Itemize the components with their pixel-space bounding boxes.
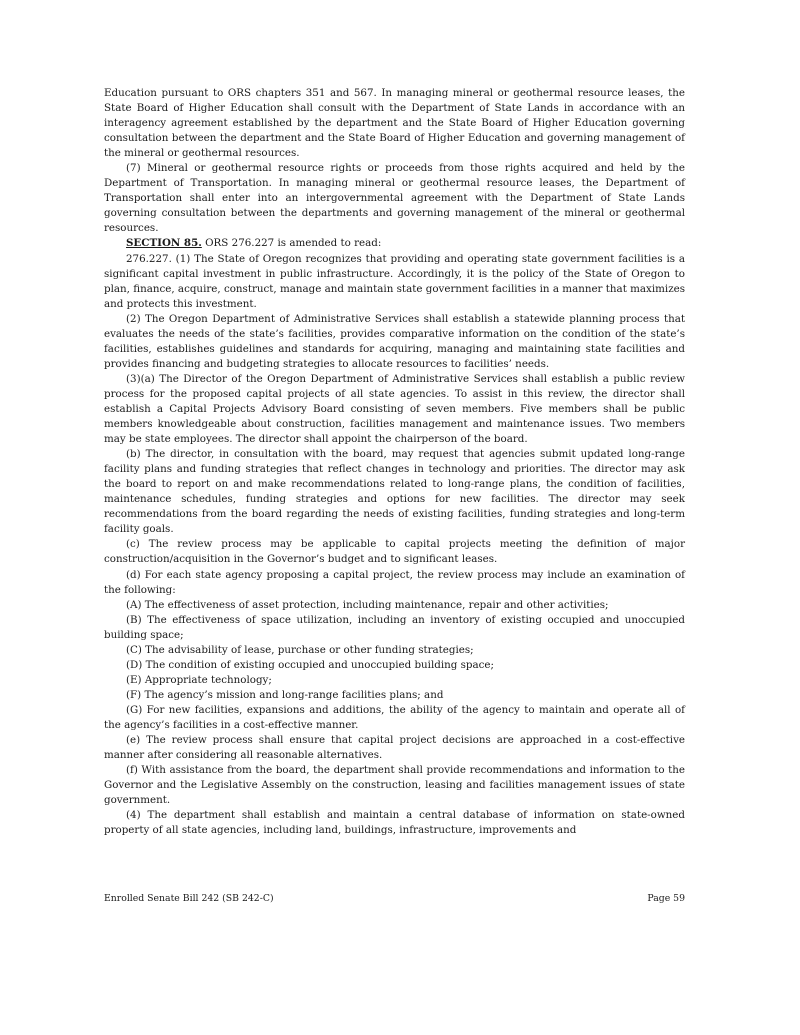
list-item: (D) The condition of existing occupied and unoccupied building space; xyxy=(126,658,494,671)
paragraph: (7) Mineral or geothermal resource rights or proceeds from those rights acquired and held by the Department of Transportation. In managing mineral or geothermal resource leases, the Department of Transportation shall enter into an intergovernmental agreement with the Department of State Lands governing consultation between the departments and governing management of the mineral or geothermal resources. xyxy=(104,162,685,235)
list-item: (G) For new facilities, expansions and additions, the ability of the agency to maintain and operate all of the agency’s facilities in a cost-effective manner. xyxy=(104,703,685,731)
paragraph: (b) The director, in consultation with the board, may request that agencies submit updated long-range facility plans and funding strategies that reflect changes in technology and priorities. The director may ask the board to report on and make recommendations related to long-range plans, the condition of facilities, maintenance schedules, funding strategies and options for new facilities. The director may seek recommendations from the board regarding the needs of existing facilities, funding strategies and long-term facility goals. xyxy=(104,448,685,536)
bill-identifier: Enrolled Senate Bill 242 (SB 242-C) xyxy=(104,893,274,904)
section-label: SECTION 85. xyxy=(126,237,202,250)
list-item: (F) The agency’s mission and long-range facilities plans; and xyxy=(126,688,444,701)
section-text: ORS 276.227 is amended to read: xyxy=(201,237,382,250)
section-heading xyxy=(104,236,685,251)
document-body xyxy=(104,86,685,838)
paragraph: (e) The review process shall ensure that capital project decisions are approached in a cost-effective manner after considering all reasonable alternatives. xyxy=(104,734,685,762)
paragraph: 276.227. (1) The State of Oregon recognizes that providing and operating state government facilities is a significant capital investment in public infrastructure. Accordingly, it is the policy of the State of Oregon to plan, finance, acquire, construct, manage and maintain state government facilities in a manner that maximizes and protects this investment. xyxy=(104,252,685,310)
list-item: (E) Appropriate technology; xyxy=(126,673,272,686)
paragraph: (3)(a) The Director of the Oregon Department of Administrative Services shall establish a public review process for the proposed capital projects of all state agencies. To assist in this review, the director shall establish a Capital Projects Advisory Board consisting of seven members. Five members shall be public members knowledgeable about construction, facilities management and maintenance issues. Two members may be state employees. The director shall appoint the chairperson of the board. xyxy=(104,372,685,446)
list-item: (C) The advisability of lease, purchase or other funding strategies; xyxy=(126,643,474,656)
paragraph: (c) The review process may be applicable to capital projects meeting the definition of major construction/acquisition in the Governor’s budget and to significant leases. xyxy=(104,538,685,566)
paragraph: (d) For each state agency proposing a capital project, the review process may include an examination of the following: xyxy=(104,568,685,596)
page-number: Page 59 xyxy=(647,893,685,904)
paragraph: Education pursuant to ORS chapters 351 and 567. In managing mineral or geothermal resource leases, the State Board of Higher Education shall consult with the Department of State Lands in accordance with an interagency agreement established by the department and the State Board of Higher Education governing consultation between the department and the State Board of Higher Education and governing management of the mineral or geothermal resources. xyxy=(104,87,685,160)
paragraph: (2) The Oregon Department of Administrative Services shall establish a statewide planning process that evaluates the needs of the state’s facilities, provides comparative information on the condition of the state’s facilities, establishes guidelines and standards for acquiring, managing and maintaining state facilities and provides financing and budgeting strategies to allocate resources to facilities’ needs. xyxy=(104,312,685,370)
list-item: (A) The effectiveness of asset protection, including maintenance, repair and other activities; xyxy=(126,598,609,611)
paragraph: (4) The department shall establish and maintain a central database of information on state-owned property of all state agencies, including land, buildings, infrastructure, improvements and xyxy=(104,809,685,837)
page-footer xyxy=(104,893,685,904)
paragraph: (f) With assistance from the board, the department shall provide recommendations and information to the Governor and the Legislative Assembly on the construction, leasing and facilities management issues of state government. xyxy=(104,764,685,807)
list-item: (B) The effectiveness of space utilization, including an inventory of existing occupied and unoccupied building space; xyxy=(104,613,685,641)
